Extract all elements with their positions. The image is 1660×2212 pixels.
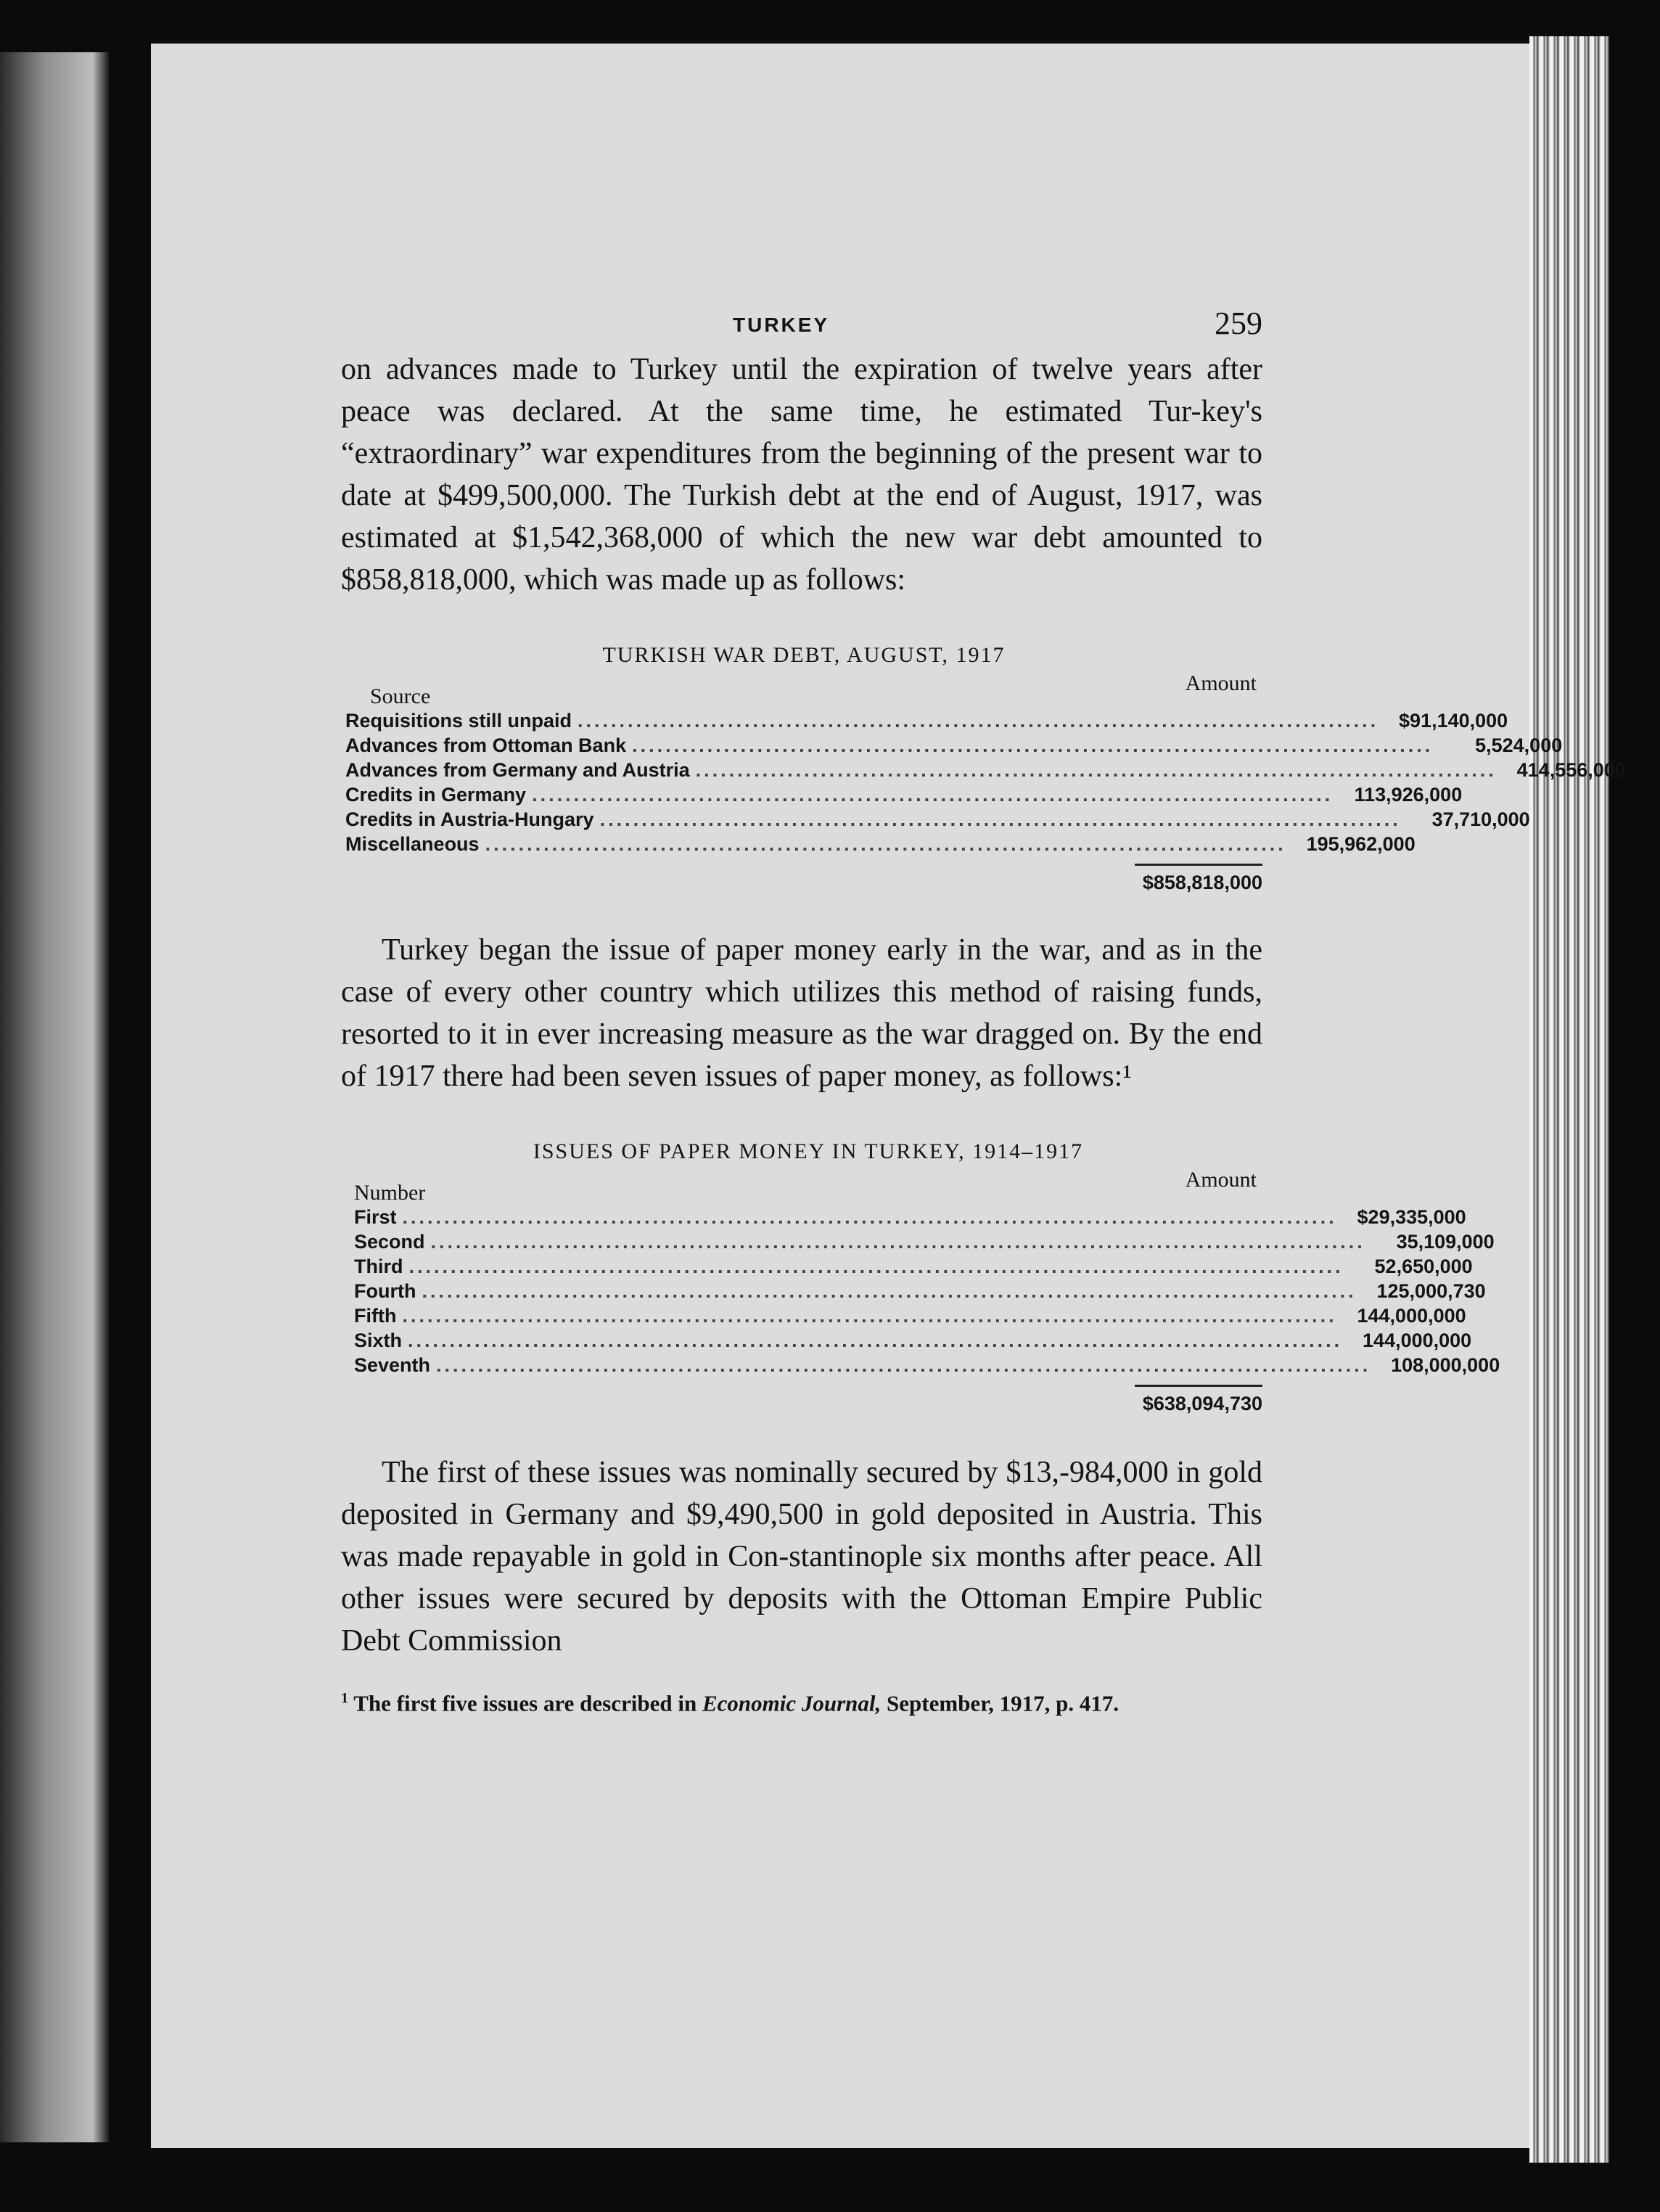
row-amount: 113,926,000	[1354, 784, 1463, 806]
left-page-edge	[0, 52, 109, 2142]
war-debt-row	[345, 733, 1563, 758]
paper-money-table-title: ISSUES OF PAPER MONEY IN TURKEY, 1914–1917	[533, 1139, 1084, 1163]
row-label: Sixth	[354, 1330, 403, 1351]
row-label: Advances from Ottoman Bank	[345, 734, 627, 756]
row-amount: 37,710,000	[1431, 808, 1530, 830]
leader-dots: ................................................................................................	[578, 710, 1379, 732]
leader-dots: ................................................................................................	[632, 734, 1434, 756]
war-debt-col-amount: Amount	[1185, 671, 1257, 695]
row-amount: 35,109,000	[1396, 1231, 1495, 1253]
leader-dots: ................................................................................................................	[422, 1280, 1357, 1302]
row-label: Fifth	[354, 1305, 397, 1327]
row-label: Fourth	[354, 1280, 416, 1302]
paper-money-total: $638,094,730	[1142, 1393, 1262, 1414]
war-debt-row	[345, 708, 1508, 733]
row-label: Seventh	[354, 1354, 431, 1376]
row-label: Miscellaneous	[345, 833, 480, 855]
leader-dots: ................................................................................................................	[430, 1231, 1365, 1253]
leader-dots: ................................................................................................................	[408, 1255, 1344, 1277]
paper-money-col-amount: Amount	[1185, 1168, 1257, 1192]
war-debt-row	[345, 758, 1626, 782]
paragraph-3: The first of these issues was nominally secured by $13,-984,000 in gold deposited in Germany and $9,490,500 in gold deposited in Austria. This was made repayable in gold in Con-stantinople six months after peace. All other issues were secured by deposits with the Ottoman Empire Public Debt Commission	[341, 1456, 1262, 1658]
footnote-source: Economic Journal,	[702, 1690, 882, 1716]
paper-money-table	[354, 1139, 1500, 1415]
war-debt-table-title: TURKISH WAR DEBT, AUGUST, 1917	[602, 643, 1006, 667]
war-debt-row	[345, 807, 1530, 832]
paper-money-row	[354, 1205, 1466, 1229]
war-debt-col-source: Source	[370, 684, 431, 708]
war-debt-total: $858,818,000	[1142, 872, 1262, 893]
page-fore-edge	[1529, 36, 1609, 2163]
paper-money-table-header	[354, 1168, 1262, 1205]
row-amount: 195,962,000	[1306, 833, 1415, 855]
footnote-marker: 1	[341, 1690, 348, 1706]
row-label: Advances from Germany and Austria	[345, 759, 690, 781]
row-label: Requisitions still unpaid	[345, 710, 572, 732]
row-label: First	[354, 1206, 397, 1228]
row-amount: 144,000,000	[1357, 1305, 1466, 1327]
page-content	[341, 305, 1626, 1718]
war-debt-table	[345, 643, 1626, 894]
leader-dots: ................................................................................................................	[436, 1354, 1371, 1376]
running-head-title: TURKEY	[733, 314, 830, 336]
paragraph-1: on advances made to Turkey until the expiration of twelve years after peace was declared. At the same time, he estimated Tur-key's “extraordinary” war expenditures from the beginning of the present war to date at $499,500,000. The Turkish debt at the end of August, 1917, was estimated at $1,542,368,000 of which the new war debt amounted to $858,818,000, which was made up as follows:	[341, 353, 1262, 597]
leader-dots: ................................................................................................................	[402, 1305, 1337, 1327]
leader-dots: ................................................................................................	[485, 833, 1286, 855]
war-debt-row	[345, 832, 1415, 856]
page-number: 259	[1215, 306, 1262, 341]
row-amount: 108,000,000	[1391, 1354, 1500, 1376]
paper-money-row	[354, 1353, 1500, 1377]
row-label: Credits in Germany	[345, 784, 527, 806]
running-head	[341, 305, 1262, 348]
paper-money-row	[354, 1254, 1473, 1279]
total-rule	[1135, 1385, 1262, 1387]
paper-money-row	[354, 1328, 1472, 1353]
row-label: Second	[354, 1231, 425, 1253]
leader-dots: ................................................................................................	[599, 808, 1401, 830]
row-amount: 144,000,000	[1363, 1330, 1472, 1351]
war-debt-row	[345, 782, 1463, 807]
row-amount: 125,000,730	[1376, 1280, 1486, 1302]
footnote	[341, 1684, 1262, 1718]
footnote-text-after: September, 1917, p. 417.	[887, 1690, 1119, 1716]
row-amount: 414,556,000	[1516, 759, 1626, 781]
leader-dots: ................................................................................................	[695, 759, 1497, 781]
total-rule	[1135, 864, 1262, 866]
paper-money-row	[354, 1279, 1486, 1303]
paragraph-2: Turkey began the issue of paper money early in the war, and as in the case of every other country which utilizes this method of raising funds, resorted to it in ever increasing measure as the war dragged on. By the end of 1917 there had been seven issues of paper money, as follows:¹	[341, 933, 1262, 1093]
paper-money-col-number: Number	[354, 1181, 426, 1205]
row-label: Third	[354, 1255, 403, 1277]
row-amount: $29,335,000	[1357, 1206, 1466, 1228]
leader-dots: ................................................................................................................	[408, 1330, 1343, 1351]
war-debt-table-header	[345, 672, 1262, 708]
row-amount: 5,524,000	[1475, 734, 1563, 756]
row-amount: 52,650,000	[1374, 1255, 1473, 1277]
paper-money-row	[354, 1229, 1495, 1254]
footnote-text-before: The first five issues are described in	[353, 1690, 697, 1716]
paper-money-row	[354, 1303, 1466, 1328]
row-amount: $91,140,000	[1399, 710, 1508, 732]
row-label: Credits in Austria-Hungary	[345, 808, 594, 830]
leader-dots: ................................................................................................	[532, 784, 1334, 806]
leader-dots: ................................................................................................................	[402, 1206, 1337, 1228]
